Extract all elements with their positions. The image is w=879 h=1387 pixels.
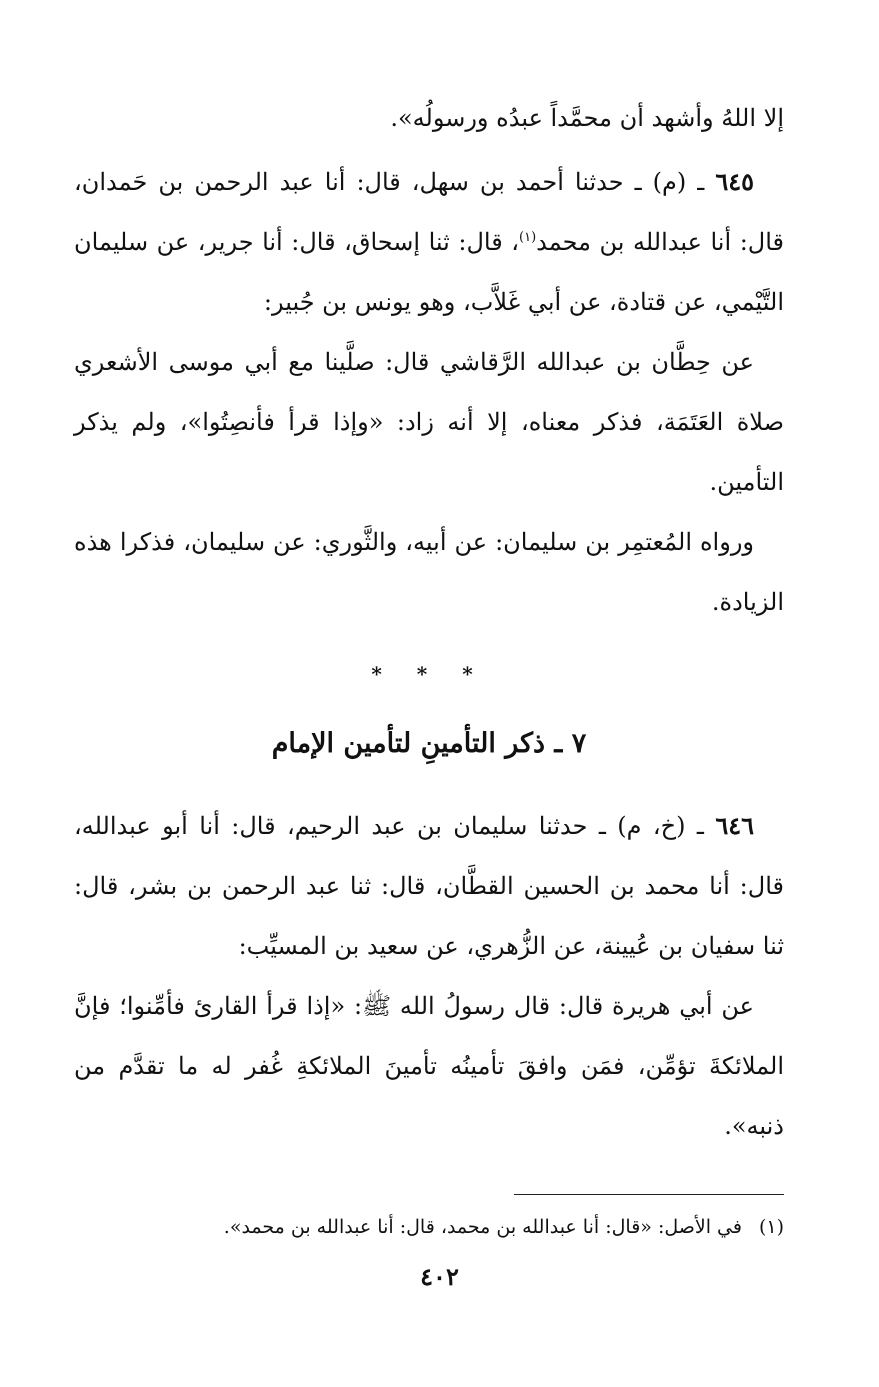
footnote-number: (١) <box>758 1216 784 1238</box>
footnote <box>74 1209 784 1245</box>
continued-paragraph: إلا اللهُ وأشهد أن محمَّداً عبدُه ورسولُه». <box>390 104 784 132</box>
hadith-645-isnad <box>74 152 784 332</box>
page-body <box>74 88 784 1328</box>
hadith-646-matn: عن أبي هريرة قال: قال رسولُ الله ﷺ: «إذا قرأ القارئ فأمِّنوا؛ فإنَّ الملائكةَ تؤمِّن، فمَن وافقَ تأمينُه تأمينَ الملائكةِ غُفر له ما تقدَّم من ذنبه». <box>74 992 784 1140</box>
isnad-text-part-1: ـ (م) ـ حدثنا أحمد بن سهل، قال: أنا عبد الرحمن بن حَمدان، قال: أنا عبدالله بن محمد <box>74 168 784 256</box>
page-number: ٤٠٢ <box>420 1262 459 1291</box>
footnote-text: في الأصل: «قال: أنا عبدالله بن محمد، قال: أنا عبدالله بن محمد». <box>223 1216 742 1238</box>
isnad-text-part-2: ، قال: ثنا إسحاق، قال: أنا جرير، عن سليمان التَّيْمي، عن قتادة، عن أبي غَلاَّب، وهو يونس بن جُبير: <box>74 228 784 316</box>
chapter-heading: ٧ ـ ذكر التأمينِ لتأمين الإمام <box>271 728 587 759</box>
isnad-text: ـ (خ، م) ـ حدثنا سليمان بن عبد الرحيم، قال: أنا أبو عبدالله، قال: أنا محمد بن الحسين القطَّان، قال: ثنا عبد الرحمن بن بشر، قال: ثنا سفيان بن عُيينة، عن الزُّهري، عن سعيد بن المسيِّب: <box>74 812 784 960</box>
hadith-646-isnad <box>74 796 784 976</box>
section-separator: * * * <box>371 662 487 686</box>
hadith-number: ٦٤٥ <box>715 167 755 196</box>
narration-note: ورواه المُعتمِر بن سليمان: عن أبيه، والثَّوري: عن سليمان، فذكرا هذه الزيادة. <box>74 528 784 616</box>
footnote-divider <box>514 1194 784 1195</box>
hadith-645-matn: عن حِطَّان بن عبدالله الرَّقاشي قال: صلَّينا مع أبي موسى الأشعري صلاة العَتَمَة، فذكر معناه، إلا أنه زاد: «وإذا قرأ فأنصِتُوا»، ولم يذكر التأمين. <box>74 348 784 496</box>
hadith-number: ٦٤٦ <box>715 811 754 840</box>
footnote-marker[interactable]: (١) <box>519 230 537 245</box>
